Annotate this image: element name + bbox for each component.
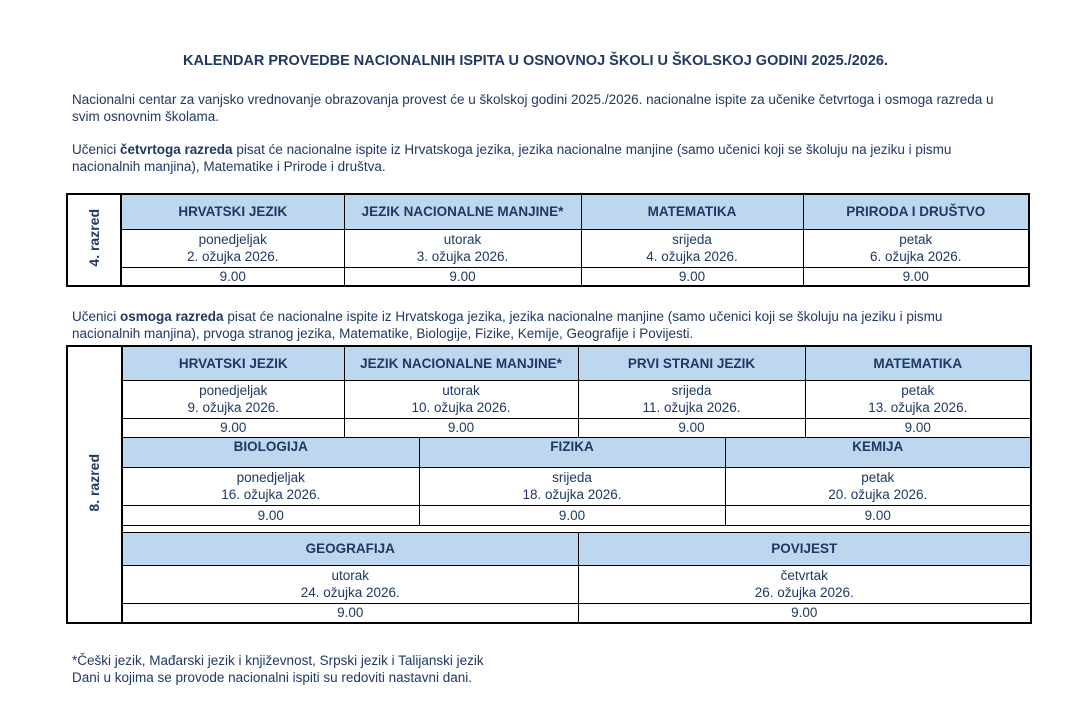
grade8-time: 9.00: [578, 603, 1031, 623]
grade4-subject: HRVATSKI JEZIK: [121, 194, 344, 229]
grade8-subject: MATEMATIKA: [805, 346, 1031, 380]
grade8-time: 9.00: [344, 418, 578, 437]
grade4-time: 9.00: [121, 267, 344, 286]
grade4-subject: PRIRODA I DRUŠTVO: [803, 194, 1029, 229]
grade8-date-cell: srijeda 11. ožujka 2026.: [578, 380, 805, 418]
grade8-time: 9.00: [805, 418, 1031, 437]
grade8-subject: GEOGRAFIJA: [122, 532, 578, 565]
grade8-time: 9.00: [578, 418, 805, 437]
grade8-time: 9.00: [122, 505, 419, 525]
grade4-date-cell: petak 6. ožujka 2026.: [803, 229, 1029, 267]
grade8-subject: FIZIKA: [419, 437, 725, 467]
grade8-time: 9.00: [122, 603, 578, 623]
intro-paragraph: Nacionalni centar za vanjsko vrednovanje obrazovanja provest će u školskoj godini 2025./2026. nacionalne ispite za učenike četvrtoga i osmoga razreda u svim osnovnim školama.: [72, 92, 994, 124]
footnote: *Češki jezik, Mađarski jezik i književnost, Srpski jezik i Talijanski jezik: [72, 653, 484, 668]
grade4-emphasis: četvrtoga razreda: [120, 142, 233, 157]
grade8-table: [66, 345, 1032, 624]
grade4-label-cell: [67, 194, 121, 286]
grade8-subject: PRVI STRANI JEZIK: [578, 346, 805, 380]
grade4-paragraph: Učenici četvrtoga razreda pisat će nacionalne ispite iz Hrvatskoga jezika, jezika nacionalne manjine (samo učenici koji se školuju na jeziku i pismu nacionalnih manjina), Matematike i Prirode i društva.: [72, 142, 952, 174]
grade8-time: 9.00: [122, 418, 344, 437]
grade4-time: 9.00: [803, 267, 1029, 286]
grade4-date-cell: srijeda 4. ožujka 2026.: [581, 229, 803, 267]
grade8-emphasis: osmoga razreda: [120, 309, 224, 324]
grade8-date-cell: srijeda 18. ožujka 2026.: [419, 467, 725, 505]
grade8-date-cell: petak 20. ožujka 2026.: [725, 467, 1031, 505]
grade4-time: 9.00: [581, 267, 803, 286]
grade8-subject: POVIJEST: [578, 532, 1031, 565]
grade4-time: 9.00: [344, 267, 581, 286]
grade8-subject: BIOLOGIJA: [122, 437, 419, 467]
grade8-time: 9.00: [725, 505, 1031, 525]
grade8-date-cell: ponedjeljak 16. ožujka 2026.: [122, 467, 419, 505]
grade4-subject: JEZIK NACIONALNE MANJINE*: [344, 194, 581, 229]
grade4-date-cell: utorak 3. ožujka 2026.: [344, 229, 581, 267]
grade8-label-cell: [67, 346, 122, 623]
grade8-date-cell: četvrtak 26. ožujka 2026.: [578, 565, 1031, 603]
grade8-time: 9.00: [419, 505, 725, 525]
grade8-date-cell: ponedjeljak 9. ožujka 2026.: [122, 380, 344, 418]
grade4-date-cell: ponedjeljak 2. ožujka 2026.: [121, 229, 344, 267]
grade8-paragraph: Učenici osmoga razreda pisat će nacionalne ispite iz Hrvatskoga jezika, jezika nacionalne manjine (samo učenici koji se školuju na jeziku i pismu nacionalnih manjina), prvoga stranog jezika, Matematike, Biologije, Fizike, Kemije, Geografije i Povijesti.: [72, 309, 943, 341]
grade8-subject: HRVATSKI JEZIK: [122, 346, 344, 380]
grade4-subject: MATEMATIKA: [581, 194, 803, 229]
grade8-label: 8. razred: [86, 453, 102, 512]
grade8-subject: JEZIK NACIONALNE MANJINE*: [344, 346, 578, 380]
grade8-date-cell: petak 13. ožujka 2026.: [805, 380, 1031, 418]
grade8-date-cell: utorak 24. ožujka 2026.: [122, 565, 578, 603]
page-title: KALENDAR PROVEDBE NACIONALNIH ISPITA U OSNOVNOJ ŠKOLI U ŠKOLSKOJ GODINI 2025./2026.: [183, 53, 888, 69]
grade4-label: 4. razred: [85, 209, 102, 267]
grade8-subject: KEMIJA: [725, 437, 1031, 467]
note: Dani u kojima se provode nacionalni ispiti su redoviti nastavni dani.: [72, 670, 472, 685]
grade8-date-cell: utorak 10. ožujka 2026.: [344, 380, 578, 418]
grade4-table: [66, 193, 1030, 287]
